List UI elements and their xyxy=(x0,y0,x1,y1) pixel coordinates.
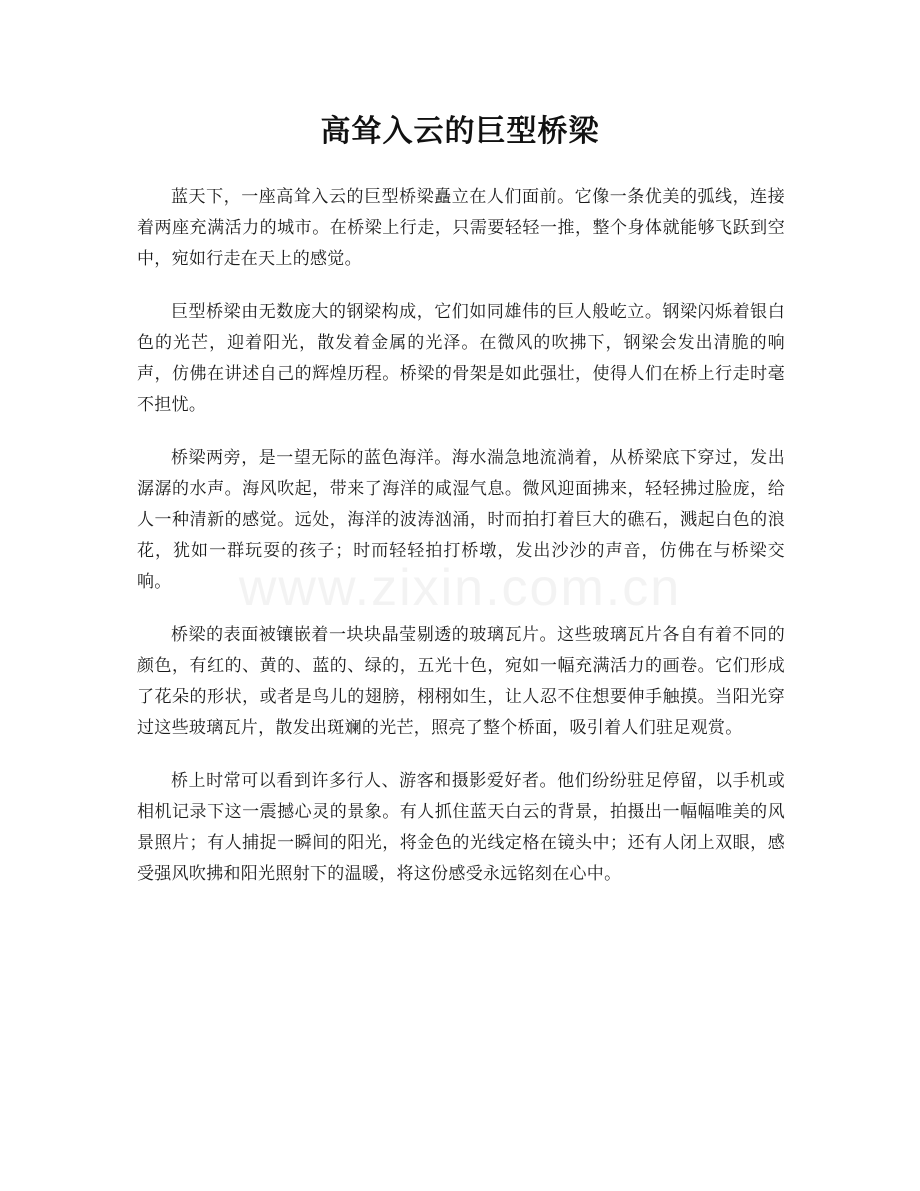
paragraph: 桥梁两旁，是一望无际的蓝色海洋。海水湍急地流淌着，从桥梁底下穿过，发出潺潺的水声。海风吹起，带来了海洋的咸湿气息。微风迎面拂来，轻轻拂过脸庞，给人一种清新的感觉。远处，海洋的波涛汹涌，时而拍打着巨大的礁石，溅起白色的浪花，犹如一群玩耍的孩子；时而轻轻拍打桥墩，发出沙沙的声音，仿佛在与桥梁交响。 xyxy=(137,448,785,592)
paragraph: 蓝天下，一座高耸入云的巨型桥梁矗立在人们面前。它像一条优美的弧线，连接着两座充满活力的城市。在桥梁上行走，只需要轻轻一推，整个身体就能够飞跃到空中，宛如行走在天上的感觉。 xyxy=(137,187,785,269)
paragraph: 巨型桥梁由无数庞大的钢梁构成，它们如同雄伟的巨人般屹立。钢梁闪烁着银白色的光芒，迎着阳光，散发着金属的光泽。在微风的吹拂下，钢梁会发出清脆的响声，仿佛在讲述自己的辉煌历程。桥梁的骨架是如此强壮，使得人们在桥上行走时毫不担忧。 xyxy=(137,302,785,415)
document-title: 高耸入云的巨型桥梁 xyxy=(320,114,600,149)
document-body xyxy=(137,182,785,912)
watermark: www.zixin.com.cn xyxy=(238,559,682,617)
paragraph: 桥上时常可以看到许多行人、游客和摄影爱好者。他们纷纷驻足停留，以手机或相机记录下这一震撼心灵的景象。有人抓住蓝天白云的背景，拍摄出一幅幅唯美的风景照片；有人捕捉一瞬间的阳光，将金色的光线定格在镜头中；还有人闭上双眼，感受强风吹拂和阳光照射下的温暖，将这份感受永远铭刻在心中。 xyxy=(137,771,785,884)
paragraph: 桥梁的表面被镶嵌着一块块晶莹剔透的玻璃瓦片。这些玻璃瓦片各自有着不同的颜色，有红的、黄的、蓝的、绿的，五光十色，宛如一幅充满活力的画卷。它们形成了花朵的形状，或者是鸟儿的翅膀，栩栩如生，让人忍不住想要伸手触摸。当阳光穿过这些玻璃瓦片，散发出斑斓的光芒，照亮了整个桥面，吸引着人们驻足观赏。 xyxy=(137,625,785,738)
